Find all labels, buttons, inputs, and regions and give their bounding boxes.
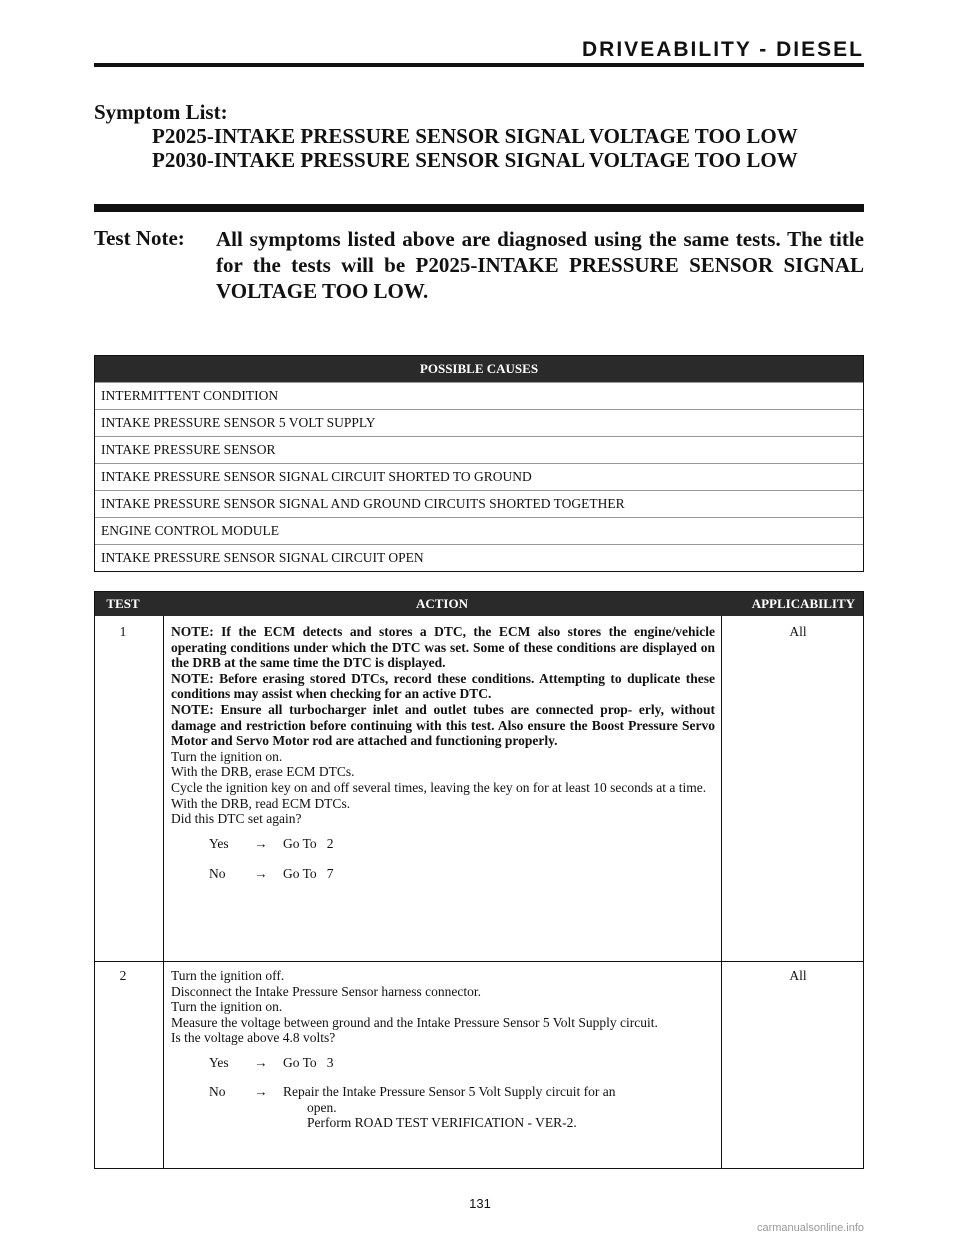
- page-number: 131: [469, 1196, 491, 1211]
- section-title: DRIVEABILITY - DIESEL: [582, 38, 864, 61]
- test-number: 2: [119, 968, 127, 983]
- arrow-right-icon: →: [254, 1083, 268, 1099]
- test-note-text: All symptoms listed above are diagnosed using the same tests. The title for the tests will be P2025-INTAKE PRESSURE SENSOR SIGNAL VOLTAGE TOO LOW.: [216, 227, 864, 303]
- header-rule: [94, 63, 864, 67]
- step: With the DRB, read ECM DTCs.: [171, 795, 351, 811]
- step: Turn the ignition on.: [171, 999, 283, 1015]
- no-branch: No → Repair the Intake Pressure Sensor 5 Volt Supply circuit for an open. Perform ROAD TEST VERIFICATION - VER-2.: [209, 1083, 616, 1131]
- test-number: 1: [119, 624, 127, 639]
- column-divider: [721, 616, 722, 1168]
- step: Is the voltage above 4.8 volts?: [171, 1030, 336, 1046]
- cause-item: INTAKE PRESSURE SENSOR 5 VOLT SUPPLY: [95, 409, 863, 436]
- possible-causes-header: POSSIBLE CAUSES: [95, 356, 863, 382]
- column-header-applicability: APPLICABILITY: [751, 596, 855, 611]
- column-header-test: TEST: [106, 596, 140, 611]
- yes-branch: Yes → Go To 3: [171, 1050, 715, 1076]
- test-action-table: [94, 591, 864, 1169]
- applicability: All: [789, 968, 807, 983]
- cause-item: INTAKE PRESSURE SENSOR SIGNAL AND GROUND CIRCUITS SHORTED TOGETHER: [95, 490, 863, 517]
- step: With the DRB, erase ECM DTCs.: [171, 764, 355, 780]
- watermark: carmanualsonline.info: [756, 1222, 864, 1234]
- symptom-item: P2030-INTAKE PRESSURE SENSOR SIGNAL VOLTAGE TOO LOW: [152, 148, 798, 172]
- step: Disconnect the Intake Pressure Sensor harness connector.: [171, 983, 482, 999]
- cause-item: INTAKE PRESSURE SENSOR: [95, 436, 863, 463]
- row-divider: [95, 961, 863, 962]
- test-note-label: Test Note:: [94, 226, 185, 250]
- arrow-right-icon: →: [254, 865, 268, 881]
- possible-causes-table: [94, 355, 864, 572]
- arrow-right-icon: →: [254, 835, 268, 851]
- step: Turn the ignition on.: [171, 748, 283, 764]
- note: NOTE: Ensure all turbocharger inlet and outlet tubes are connected prop- erly, without damage and restriction before continuing with this test. Also ensure the Boost Pressure Servo Motor and Servo Motor rod are attached and functioning properly.: [171, 701, 715, 749]
- note: NOTE: If the ECM detects and stores a DTC, the ECM also stores the engine/vehicle operating conditions under which the DTC was set. Some of these conditions are displayed on the DRB at the same time the DTC is displayed.: [171, 624, 715, 671]
- cause-item: ENGINE CONTROL MODULE: [95, 517, 863, 544]
- yes-branch: Yes → Go To 2: [171, 831, 715, 857]
- section-divider: [94, 204, 864, 212]
- note: NOTE: Before erasing stored DTCs, record these conditions. Attempting to duplicate these conditions may assist when checking for an active DTC.: [171, 670, 715, 702]
- test-action: [171, 624, 715, 887]
- arrow-right-icon: →: [254, 1054, 268, 1070]
- cause-item: INTERMITTENT CONDITION: [95, 382, 863, 409]
- cause-item: INTAKE PRESSURE SENSOR SIGNAL CIRCUIT OPEN: [95, 544, 863, 571]
- test-table-header: [95, 592, 863, 616]
- column-header-action: ACTION: [415, 596, 468, 611]
- applicability: All: [789, 624, 807, 639]
- test-action: [171, 968, 715, 1131]
- step: Turn the ignition off.: [171, 968, 285, 983]
- step: Measure the voltage between ground and the Intake Pressure Sensor 5 Volt Supply circuit.: [171, 1014, 658, 1030]
- no-branch: No → Go To 7: [171, 861, 715, 887]
- column-divider: [163, 616, 164, 1168]
- step: Did this DTC set again?: [171, 811, 302, 827]
- symptom-list-label: Symptom List:: [94, 100, 228, 124]
- symptom-item: P2025-INTAKE PRESSURE SENSOR SIGNAL VOLTAGE TOO LOW: [152, 124, 798, 148]
- cause-item: INTAKE PRESSURE SENSOR SIGNAL CIRCUIT SHORTED TO GROUND: [95, 463, 863, 490]
- step: Cycle the ignition key on and off several times, leaving the key on for at least 10 seconds at a time.: [171, 779, 707, 795]
